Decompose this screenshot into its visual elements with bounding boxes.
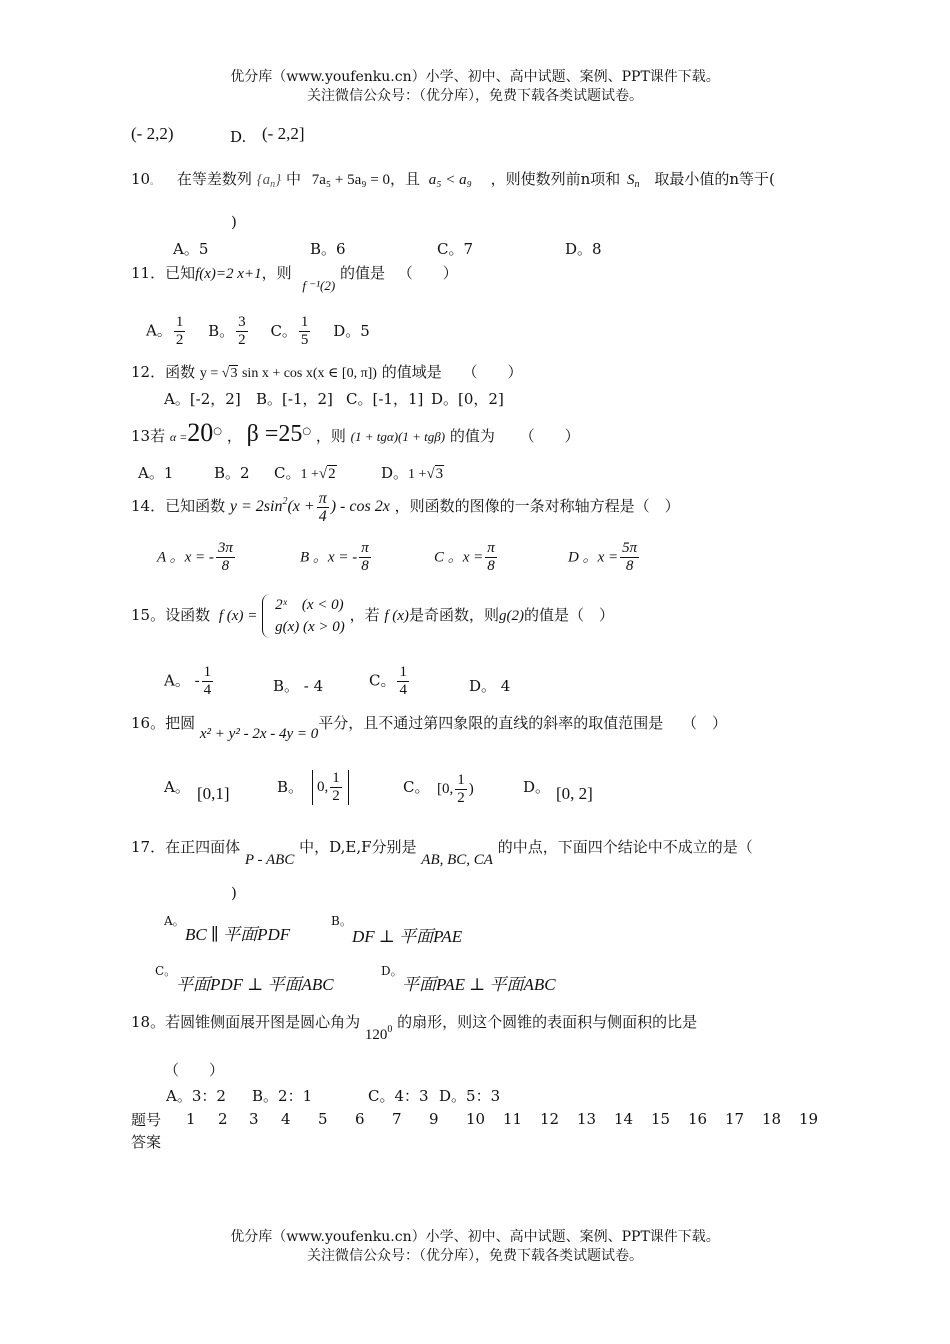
- q13-number: 13: [131, 427, 151, 445]
- q11-option-b-fraction: $\frac{3}{2}$: [238, 314, 246, 348]
- answer-table-number: 3: [249, 1110, 259, 1128]
- q10-equation: 7a₅ + 5a₉ = 0: [311, 172, 390, 188]
- q11-function: f(x)=2 x+1: [195, 266, 262, 282]
- q14-option-c: C 。x = $\frac{\pi}{8}$: [434, 540, 495, 574]
- q13-option-d: D。1 +√3: [381, 464, 444, 482]
- answer-table-number: 16: [688, 1110, 708, 1128]
- question-14: [131, 490, 680, 525]
- q10-sum: $S_n$: [627, 172, 640, 190]
- q10-option-d: D。8: [565, 240, 602, 258]
- q15-text-1: 设函数: [165, 606, 211, 624]
- q13-option-b: B。2: [214, 464, 250, 482]
- q16-option-a: [0,1]: [197, 784, 230, 803]
- q15-text-3: 是奇函数，则: [408, 606, 499, 624]
- q10-text-4: ，则使数列前n项和: [490, 170, 621, 188]
- q18-paren: （ ）: [164, 1061, 225, 1079]
- q18-number: 18。: [131, 1013, 166, 1031]
- q15-function: f (x) =: [218, 608, 258, 624]
- q12-option-b: B。[-1，2]: [256, 390, 333, 408]
- q12-expression: y = √3 sin x + cos x(x ∈ [0, π]): [199, 366, 377, 381]
- answer-table-answer-row: [131, 1130, 829, 1152]
- q10-option-b: B。6: [310, 240, 346, 258]
- q10-text-2: 中: [285, 170, 301, 188]
- q13-paren: （ ）: [519, 427, 580, 445]
- q13-text-1: 若: [150, 427, 166, 445]
- q17-option-b-label: B。: [331, 914, 352, 928]
- q17-option-a: BC ∥ 平面PDF: [185, 925, 291, 944]
- q15-option-b: B。 - 4: [273, 677, 324, 695]
- q17-option-c: 平面PDF ⊥ 平面ABC: [176, 975, 334, 994]
- q16-option-d-label: D。: [523, 778, 551, 796]
- q16-equation: x² + y² - 2x - 4y = 0: [199, 726, 319, 742]
- q14-expression: $y = 2\sin^2(x$ + $\frac{\pi}{4}$ ) - cos 2x: [229, 490, 390, 525]
- q17-points: AB, BC, CA: [421, 852, 493, 868]
- q15-option-a: A。 - $\frac{1}{4}$: [164, 664, 212, 698]
- q15-text-4: 的值是（ ）: [523, 606, 614, 624]
- q15-text-2: ，若: [349, 606, 380, 624]
- q16-option-c-label: C。: [403, 778, 430, 796]
- q18-option-a: A。3：2: [166, 1087, 226, 1105]
- answer-table-number: 14: [614, 1110, 634, 1128]
- q16-option-a-label: A。: [164, 778, 190, 796]
- q11-option-a: A。: [146, 321, 172, 340]
- q17-option-d: 平面PAE ⊥ 平面ABC: [402, 975, 556, 994]
- q11-option-a-fraction: $\frac{1}{2}$: [175, 314, 184, 348]
- answer-table-answer-cells[interactable]: [186, 1130, 829, 1152]
- q10-close-paren: ): [231, 213, 237, 231]
- q15-brace: [262, 594, 271, 638]
- q17-close-paren: ): [231, 884, 237, 902]
- answer-table-number: 9: [429, 1110, 439, 1128]
- q11-option-b: B。: [208, 321, 235, 340]
- q11-option-c-fraction: $\frac{1}{5}$: [300, 314, 309, 348]
- q16-text-2: 平分，且不通过第四象限的直线的斜率的取值范围是: [318, 714, 664, 732]
- answer-table-number: 6: [355, 1110, 365, 1128]
- question-11: [131, 262, 458, 293]
- q15-fx: f (x): [384, 608, 409, 624]
- q18-option-d: D。5：3: [439, 1087, 501, 1105]
- question-13: 13若 α =20○ ， β =25○ ，则 (1 + tgα)(1 + tgβ) 的值为 （ ）: [131, 418, 580, 447]
- q10-option-a: A。5: [173, 240, 209, 258]
- question-15: [131, 594, 614, 638]
- answer-table-number: 2: [218, 1110, 228, 1128]
- q13-option-a: A。1: [138, 464, 174, 482]
- q16-option-b-label: B。: [277, 778, 304, 796]
- q14-number: 14．: [131, 497, 166, 516]
- q17-option-a-label: A。: [164, 914, 185, 928]
- q13-expression: (1 + tgα)(1 + tgβ): [350, 429, 446, 444]
- q12-option-d: D。[0，2]: [431, 390, 504, 408]
- q16-paren: （ ）: [682, 714, 728, 732]
- q11-text-1: 已知: [165, 264, 196, 282]
- q17-number: 17．: [131, 838, 166, 856]
- q13-alpha-value: 20: [187, 418, 214, 447]
- question-12: [131, 361, 523, 382]
- q17-text-1: 在正四面体: [165, 838, 241, 856]
- q10-number: 10: [131, 170, 151, 188]
- q9-option-c: (- 2,2): [131, 124, 174, 143]
- q13-text-4: 的值为: [449, 427, 495, 445]
- answer-table-number: 11: [503, 1110, 523, 1128]
- header-line-1: 优分库（www.youfenku.cn）小学、初中、高中试题、案例、PPT课件下载。: [230, 69, 720, 85]
- q12-text-2: 的值域是: [381, 363, 442, 381]
- question-18: [131, 1011, 698, 1043]
- answer-table-number: 12: [540, 1110, 560, 1128]
- q11-option-c: C。: [270, 321, 297, 340]
- q15-option-d: D。 4: [469, 677, 511, 695]
- header-line-2: 关注微信公众号：（优分库），免费下载各类试题试卷。: [307, 88, 643, 104]
- q18-option-c: C。4：3: [368, 1087, 429, 1105]
- q17-text-2: 中，D,E,F分别是: [299, 838, 417, 856]
- answer-table-number: 10: [466, 1110, 486, 1128]
- answer-table-row2-label: 答案: [131, 1132, 162, 1151]
- q18-text-1: 若圆锥侧面展开图是圆心角为: [165, 1013, 361, 1031]
- answer-table-number: 5: [318, 1110, 328, 1128]
- footer-line-2: 关注微信公众号：（优分库），免费下载各类试题试卷。: [307, 1248, 643, 1264]
- answer-table: [131, 1108, 829, 1152]
- q10-inequality: a₅ < a₉: [428, 172, 472, 188]
- q17-tetrahedron: P - ABC: [244, 852, 295, 868]
- q10-text-5: 取最小值的n等于(: [654, 170, 775, 188]
- q15-cases: 2ˣ (x < 0) g(x) (x > 0): [275, 597, 345, 635]
- question-10: 10。 在等差数列 $\{a_n\}$ 中 7a₅ + 5a₉ = 0，且 a₅ < a₉ ，则使数列前n项和 $S_n$ 取最小值的n等于(: [131, 170, 775, 190]
- answer-table-header-row: [131, 1108, 829, 1130]
- q17-option-d-label: D。: [381, 964, 403, 978]
- q13-text-3: ，则: [315, 427, 346, 445]
- q16-option-c: [0, $\frac{1}{2}$ ): [437, 772, 474, 806]
- q11-text-2: ，则: [261, 264, 292, 282]
- q17-option-c-label: C。: [155, 964, 177, 978]
- q9-option-d: (- 2,2]: [262, 124, 305, 143]
- question-17: [131, 836, 753, 868]
- answer-table-number: 15: [651, 1110, 671, 1128]
- q12-text-1: 函数: [165, 363, 196, 381]
- answer-table-number: 18: [762, 1110, 782, 1128]
- q13-text-2: ，: [226, 427, 242, 445]
- q18-option-b: B。2：1: [252, 1087, 313, 1105]
- q13-beta: β =25: [246, 421, 303, 447]
- q12-number: 12．: [131, 363, 166, 381]
- answer-table-number: 7: [392, 1110, 402, 1128]
- q12-paren: （ ）: [462, 363, 523, 381]
- q14-option-a: A 。x = - $\frac{3\pi}{8}$: [157, 540, 233, 574]
- q14-text-2: ，则函数的图像的一条对称轴方程是（ ）: [394, 497, 680, 516]
- q14-text-1: 已知函数: [165, 497, 226, 516]
- q10-seq: $\{a_n\}$: [256, 172, 282, 190]
- q14-option-d: D 。x = $\frac{5\pi}{8}$: [568, 540, 638, 574]
- answer-table-number: 19: [799, 1110, 819, 1128]
- q16-option-b: 0, $\frac{1}{2}$: [312, 770, 349, 805]
- q12-option-c: C。[-1，1]: [346, 390, 424, 408]
- q12-option-a: A。[-2，2]: [164, 390, 241, 408]
- q9-option-d-label: D.: [230, 128, 247, 146]
- q10-text-1: 在等差数列: [176, 170, 252, 188]
- q10-text-3: ，且: [389, 170, 420, 188]
- q18-text-2: 的扇形，则这个圆锥的表面积与侧面积的比是: [397, 1013, 698, 1031]
- q15-g2: g(2): [498, 608, 524, 624]
- q11-text-3: 的值是: [339, 264, 385, 282]
- q13-alpha: α =: [169, 430, 188, 444]
- q16-text-1: 把圆: [165, 714, 196, 732]
- answer-table-number: 17: [725, 1110, 745, 1128]
- q13-option-c: C。1 +√2: [274, 464, 336, 482]
- answer-table-number: 13: [577, 1110, 597, 1128]
- q15-option-c: C。 $\frac{1}{4}$: [369, 664, 407, 698]
- question-16: [131, 712, 728, 742]
- q15-number: 15。: [131, 606, 166, 624]
- q11-options: [146, 314, 370, 349]
- answer-table-number: 1: [186, 1110, 196, 1128]
- q11-paren: （ ）: [397, 264, 458, 282]
- q11-number: 11．: [131, 264, 166, 282]
- q18-angle: $120^0$: [364, 1024, 393, 1043]
- q16-number: 16。: [131, 714, 166, 732]
- q16-option-d: [0, 2]: [556, 784, 593, 803]
- answer-table-number: 4: [281, 1110, 291, 1128]
- answer-table-row1-label: 题号: [131, 1110, 162, 1129]
- q13-degree: ○: [213, 426, 223, 437]
- q17-text-3: 的中点，下面四个结论中不成立的是（: [497, 838, 753, 856]
- q11-option-d: D。5: [333, 321, 370, 340]
- footer-line-1: 优分库（www.youfenku.cn）小学、初中、高中试题、案例、PPT课件下载。: [230, 1229, 720, 1245]
- q17-option-b: DF ⊥ 平面PAE: [352, 927, 463, 946]
- q14-option-b: B 。x = - $\frac{\pi}{8}$: [300, 540, 369, 574]
- q10-option-c: C。7: [437, 240, 474, 258]
- q11-inverse: f ⁻¹(2): [302, 278, 336, 293]
